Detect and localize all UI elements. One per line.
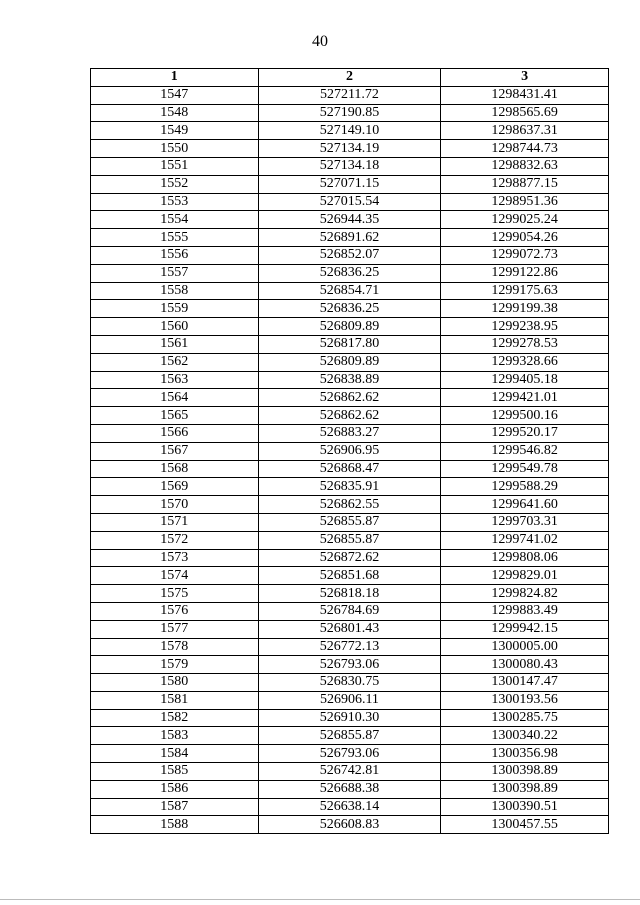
x-coordinate-cell: 526742.81 <box>258 763 441 781</box>
y-coordinate-cell: 1299520.17 <box>441 424 609 442</box>
x-coordinate-cell: 526862.62 <box>258 407 441 425</box>
x-coordinate-cell: 527211.72 <box>258 86 441 104</box>
table-body <box>91 86 609 833</box>
x-coordinate-cell: 526836.25 <box>258 300 441 318</box>
x-coordinate-cell: 526784.69 <box>258 602 441 620</box>
y-coordinate-cell: 1299175.63 <box>441 282 609 300</box>
x-coordinate-cell: 527134.19 <box>258 140 441 158</box>
x-coordinate-cell: 526872.62 <box>258 549 441 567</box>
table-row <box>91 745 609 763</box>
point-number-cell: 1581 <box>91 691 259 709</box>
x-coordinate-cell: 526838.89 <box>258 371 441 389</box>
x-coordinate-cell: 527134.18 <box>258 157 441 175</box>
x-coordinate-cell: 526854.71 <box>258 282 441 300</box>
x-coordinate-cell: 526801.43 <box>258 620 441 638</box>
table-row <box>91 140 609 158</box>
point-number-cell: 1562 <box>91 353 259 371</box>
y-coordinate-cell: 1300356.98 <box>441 745 609 763</box>
table-row <box>91 780 609 798</box>
page-number: 40 <box>312 33 328 50</box>
point-number-cell: 1568 <box>91 460 259 478</box>
table-row <box>91 763 609 781</box>
y-coordinate-cell: 1299824.82 <box>441 585 609 603</box>
table-row <box>91 798 609 816</box>
x-coordinate-cell: 526818.18 <box>258 585 441 603</box>
point-number-cell: 1576 <box>91 602 259 620</box>
y-coordinate-cell: 1298565.69 <box>441 104 609 122</box>
point-number-cell: 1565 <box>91 407 259 425</box>
x-coordinate-cell: 526772.13 <box>258 638 441 656</box>
y-coordinate-cell: 1300285.75 <box>441 709 609 727</box>
x-coordinate-cell: 527071.15 <box>258 175 441 193</box>
point-number-cell: 1585 <box>91 763 259 781</box>
table-row <box>91 371 609 389</box>
y-coordinate-cell: 1298431.41 <box>441 86 609 104</box>
y-coordinate-cell: 1299883.49 <box>441 602 609 620</box>
point-number-cell: 1563 <box>91 371 259 389</box>
point-number-cell: 1572 <box>91 531 259 549</box>
point-number-cell: 1569 <box>91 478 259 496</box>
point-number-cell: 1552 <box>91 175 259 193</box>
x-coordinate-cell: 526944.35 <box>258 211 441 229</box>
y-coordinate-cell: 1298832.63 <box>441 157 609 175</box>
point-number-cell: 1570 <box>91 496 259 514</box>
point-number-cell: 1564 <box>91 389 259 407</box>
table-row <box>91 531 609 549</box>
table-row <box>91 567 609 585</box>
x-coordinate-cell: 526862.55 <box>258 496 441 514</box>
point-number-cell: 1549 <box>91 122 259 140</box>
y-coordinate-cell: 1299025.24 <box>441 211 609 229</box>
table-row <box>91 638 609 656</box>
x-coordinate-cell: 527190.85 <box>258 104 441 122</box>
point-number-cell: 1583 <box>91 727 259 745</box>
y-coordinate-cell: 1300005.00 <box>441 638 609 656</box>
y-coordinate-cell: 1299829.01 <box>441 567 609 585</box>
point-number-cell: 1559 <box>91 300 259 318</box>
point-number-cell: 1578 <box>91 638 259 656</box>
table-row <box>91 620 609 638</box>
point-number-cell: 1575 <box>91 585 259 603</box>
y-coordinate-cell: 1299641.60 <box>441 496 609 514</box>
y-coordinate-cell: 1300340.22 <box>441 727 609 745</box>
x-coordinate-cell: 526906.11 <box>258 691 441 709</box>
table-row <box>91 104 609 122</box>
table-row <box>91 264 609 282</box>
x-coordinate-cell: 526608.83 <box>258 816 441 834</box>
table-row <box>91 157 609 175</box>
point-number-cell: 1574 <box>91 567 259 585</box>
table-row <box>91 300 609 318</box>
y-coordinate-cell: 1298951.36 <box>441 193 609 211</box>
y-coordinate-cell: 1298637.31 <box>441 122 609 140</box>
x-coordinate-cell: 527015.54 <box>258 193 441 211</box>
table-row <box>91 424 609 442</box>
table-row <box>91 585 609 603</box>
point-number-cell: 1588 <box>91 816 259 834</box>
y-coordinate-cell: 1300080.43 <box>441 656 609 674</box>
x-coordinate-cell: 526906.95 <box>258 442 441 460</box>
y-coordinate-cell: 1299054.26 <box>441 229 609 247</box>
table-row <box>91 318 609 336</box>
y-coordinate-cell: 1299808.06 <box>441 549 609 567</box>
x-coordinate-cell: 526855.87 <box>258 531 441 549</box>
point-number-cell: 1579 <box>91 656 259 674</box>
point-number-cell: 1586 <box>91 780 259 798</box>
point-number-cell: 1556 <box>91 246 259 264</box>
x-coordinate-cell: 526835.91 <box>258 478 441 496</box>
x-coordinate-cell: 526817.80 <box>258 335 441 353</box>
point-number-cell: 1547 <box>91 86 259 104</box>
y-coordinate-cell: 1300193.56 <box>441 691 609 709</box>
x-coordinate-cell: 526855.87 <box>258 727 441 745</box>
x-coordinate-cell: 526836.25 <box>258 264 441 282</box>
x-coordinate-cell: 526688.38 <box>258 780 441 798</box>
point-number-cell: 1557 <box>91 264 259 282</box>
x-coordinate-cell: 526793.06 <box>258 656 441 674</box>
y-coordinate-cell: 1300390.51 <box>441 798 609 816</box>
table-row <box>91 353 609 371</box>
x-coordinate-cell: 526793.06 <box>258 745 441 763</box>
point-number-cell: 1566 <box>91 424 259 442</box>
table-row <box>91 407 609 425</box>
x-coordinate-cell: 526910.30 <box>258 709 441 727</box>
point-number-cell: 1550 <box>91 140 259 158</box>
table-row <box>91 709 609 727</box>
y-coordinate-cell: 1299549.78 <box>441 460 609 478</box>
point-number-cell: 1561 <box>91 335 259 353</box>
table-row <box>91 335 609 353</box>
table-row <box>91 602 609 620</box>
x-coordinate-cell: 526891.62 <box>258 229 441 247</box>
table-row <box>91 549 609 567</box>
table-row <box>91 460 609 478</box>
y-coordinate-cell: 1300457.55 <box>441 816 609 834</box>
x-coordinate-cell: 526809.89 <box>258 318 441 336</box>
x-coordinate-cell: 526830.75 <box>258 674 441 692</box>
table-row <box>91 674 609 692</box>
table-row <box>91 211 609 229</box>
table-row <box>91 691 609 709</box>
point-number-cell: 1558 <box>91 282 259 300</box>
table-row <box>91 478 609 496</box>
table-row <box>91 229 609 247</box>
table-row <box>91 122 609 140</box>
y-coordinate-cell: 1299199.38 <box>441 300 609 318</box>
x-coordinate-cell: 526862.62 <box>258 389 441 407</box>
table-row <box>91 513 609 531</box>
table-row <box>91 246 609 264</box>
y-coordinate-cell: 1298877.15 <box>441 175 609 193</box>
table-row <box>91 282 609 300</box>
point-number-cell: 1548 <box>91 104 259 122</box>
table-row <box>91 86 609 104</box>
x-coordinate-cell: 526851.68 <box>258 567 441 585</box>
table-row <box>91 389 609 407</box>
column-header-3: 3 <box>441 69 609 87</box>
point-number-cell: 1555 <box>91 229 259 247</box>
point-number-cell: 1551 <box>91 157 259 175</box>
x-coordinate-cell: 526855.87 <box>258 513 441 531</box>
y-coordinate-cell: 1300398.89 <box>441 763 609 781</box>
page-bottom-edge <box>0 899 640 900</box>
x-coordinate-cell: 526852.07 <box>258 246 441 264</box>
column-header-1: 1 <box>91 69 259 87</box>
y-coordinate-cell: 1298744.73 <box>441 140 609 158</box>
y-coordinate-cell: 1299238.95 <box>441 318 609 336</box>
y-coordinate-cell: 1299072.73 <box>441 246 609 264</box>
point-number-cell: 1553 <box>91 193 259 211</box>
coordinates-table <box>90 68 609 834</box>
point-number-cell: 1571 <box>91 513 259 531</box>
point-number-cell: 1560 <box>91 318 259 336</box>
column-header-2: 2 <box>258 69 441 87</box>
point-number-cell: 1573 <box>91 549 259 567</box>
table-row <box>91 175 609 193</box>
y-coordinate-cell: 1300398.89 <box>441 780 609 798</box>
point-number-cell: 1584 <box>91 745 259 763</box>
table-row <box>91 656 609 674</box>
x-coordinate-cell: 526638.14 <box>258 798 441 816</box>
table-row <box>91 496 609 514</box>
y-coordinate-cell: 1299500.16 <box>441 407 609 425</box>
table-row <box>91 816 609 834</box>
y-coordinate-cell: 1299588.29 <box>441 478 609 496</box>
point-number-cell: 1582 <box>91 709 259 727</box>
table-header-row <box>91 69 609 87</box>
point-number-cell: 1580 <box>91 674 259 692</box>
x-coordinate-cell: 527149.10 <box>258 122 441 140</box>
point-number-cell: 1587 <box>91 798 259 816</box>
table-row <box>91 727 609 745</box>
table-row <box>91 442 609 460</box>
y-coordinate-cell: 1299741.02 <box>441 531 609 549</box>
y-coordinate-cell: 1299122.86 <box>441 264 609 282</box>
y-coordinate-cell: 1299942.15 <box>441 620 609 638</box>
x-coordinate-cell: 526868.47 <box>258 460 441 478</box>
point-number-cell: 1577 <box>91 620 259 638</box>
y-coordinate-cell: 1299405.18 <box>441 371 609 389</box>
point-number-cell: 1567 <box>91 442 259 460</box>
y-coordinate-cell: 1299328.66 <box>441 353 609 371</box>
x-coordinate-cell: 526883.27 <box>258 424 441 442</box>
y-coordinate-cell: 1299278.53 <box>441 335 609 353</box>
y-coordinate-cell: 1299546.82 <box>441 442 609 460</box>
y-coordinate-cell: 1299421.01 <box>441 389 609 407</box>
y-coordinate-cell: 1300147.47 <box>441 674 609 692</box>
point-number-cell: 1554 <box>91 211 259 229</box>
x-coordinate-cell: 526809.89 <box>258 353 441 371</box>
y-coordinate-cell: 1299703.31 <box>441 513 609 531</box>
table-row <box>91 193 609 211</box>
